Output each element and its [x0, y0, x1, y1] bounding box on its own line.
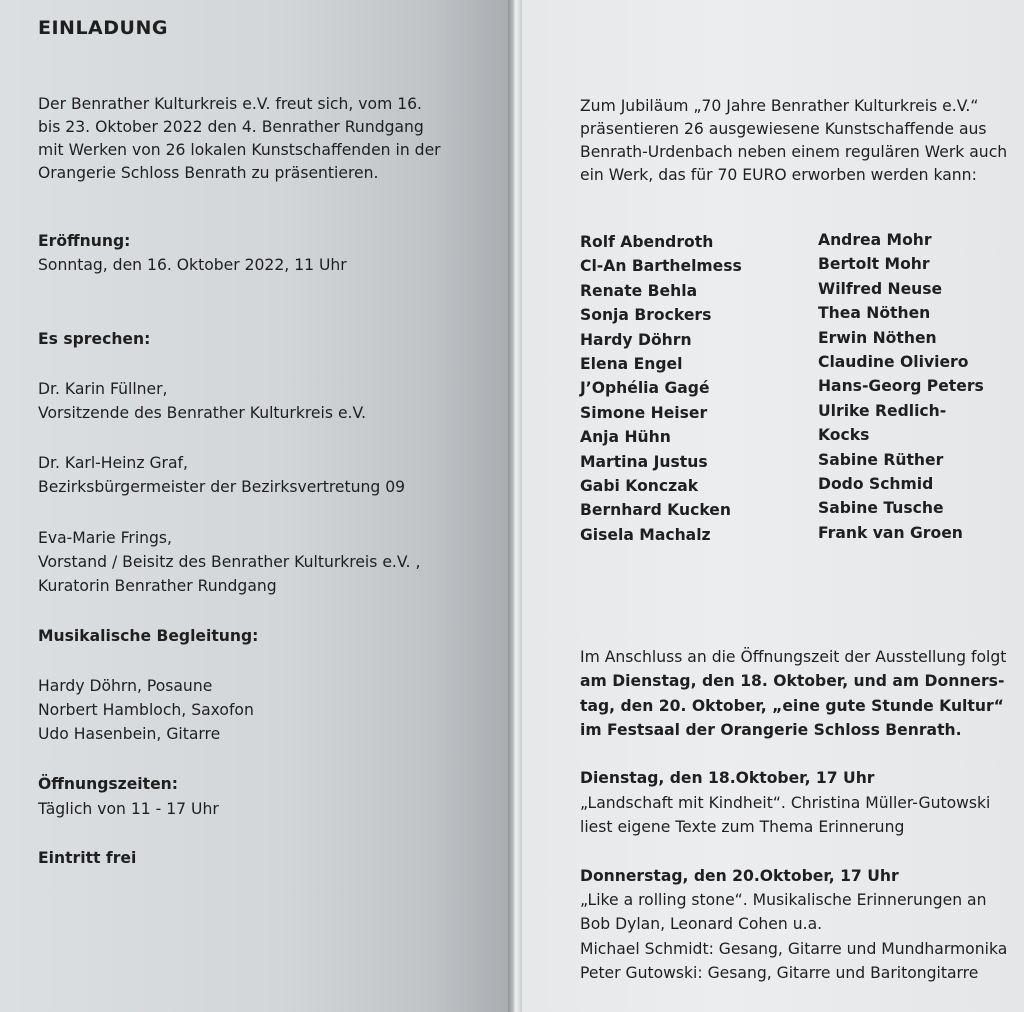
opening-heading: Eröffnung:	[38, 232, 131, 250]
speaker-role: Vorstand / Beisitz des Benrather Kulturkreis e.V. ,	[38, 553, 421, 571]
musician: Udo Hasenbein, Gitarre	[38, 725, 221, 743]
artist-name: Martina Justus	[580, 452, 708, 471]
event1-line: „Landschaft mit Kindheit“. Christina Müller-Gutowski	[580, 794, 991, 812]
event2-line: Michael Schmidt: Gesang, Gitarre und Mundharmonika	[580, 940, 1008, 958]
intro-line: bis 23. Oktober 2022 den 4. Benrather Rundgang	[38, 118, 424, 136]
page-title: EINLADUNG	[38, 17, 168, 39]
artist-name: Claudine Oliviero	[818, 353, 969, 372]
artist-name: Wilfred Neuse	[818, 279, 943, 298]
speaker-name: Dr. Karin Füllner,	[38, 380, 168, 398]
musician: Hardy Döhrn, Posaune	[38, 677, 213, 695]
musician: Norbert Hambloch, Saxofon	[38, 701, 254, 719]
followup-line: im Festsaal der Orangerie Schloss Benrath.	[580, 721, 962, 739]
intro-line: mit Werken von 26 lokalen Kunstschaffenden in der	[38, 141, 441, 159]
artist-name: Sabine Rüther	[818, 450, 944, 469]
speaker-role: Kuratorin Benrather Rundgang	[38, 577, 277, 595]
jubilee-line: präsentieren 26 ausgewiesene Kunstschaffende aus	[580, 120, 987, 138]
event2-line: Bob Dylan, Leonard Cohen u.a.	[580, 915, 823, 933]
artist-name: Cl-An Barthelmess	[580, 257, 742, 276]
intro-line: Orangerie Schloss Benrath zu präsentieren.	[38, 164, 379, 182]
speaker-name: Dr. Karl-Heinz Graf,	[38, 454, 188, 472]
artist-name: Andrea Mohr	[818, 231, 932, 249]
left-page	[0, 0, 508, 1012]
artist-name: Elena Engel	[580, 355, 683, 374]
music-heading: Musikalische Begleitung:	[38, 627, 259, 645]
artist-name: Erwin Nöthen	[818, 328, 937, 347]
artist-name: Kocks	[818, 426, 870, 445]
followup-line: Im Anschluss an die Öffnungszeit der Ausstellung folgt	[580, 648, 1007, 666]
event2-heading: Donnerstag, den 20.Oktober, 17 Uhr	[580, 867, 899, 885]
artists-column-2	[818, 228, 984, 545]
artist-name: Frank van Groen	[818, 523, 963, 542]
event1-line: liest eigene Texte zum Thema Erinnerung	[580, 818, 905, 836]
opening-date: Sonntag, den 16. Oktober 2022, 11 Uhr	[38, 256, 347, 274]
right-page	[522, 0, 1024, 1012]
booklet-spine	[508, 0, 522, 1012]
speaker-name: Eva-Marie Frings,	[38, 529, 173, 547]
artist-name: Sonja Brockers	[580, 306, 712, 325]
artist-name: Sabine Tusche	[818, 499, 944, 518]
jubilee-line: Benrath-Urdenbach neben einem regulären Werk auch	[580, 143, 1008, 161]
followup-line: tag, den 20. Oktober, „eine gute Stunde Kultur“	[580, 697, 1004, 715]
artist-name: Simone Heiser	[580, 403, 708, 422]
event1-heading: Dienstag, den 18.Oktober, 17 Uhr	[580, 769, 875, 787]
artists-column-1	[580, 230, 742, 547]
jubilee-line: Zum Jubiläum „70 Jahre Benrather Kulturkreis e.V.“	[580, 97, 979, 115]
artist-name: Hardy Döhrn	[580, 330, 692, 349]
artist-name: Bernhard Kucken	[580, 501, 731, 520]
artist-name: Dodo Schmid	[818, 475, 934, 494]
artist-name: J’Ophélia Gagé	[580, 379, 710, 398]
artist-name: Bertolt Mohr	[818, 255, 930, 274]
intro-line: Der Benrather Kulturkreis e.V. freut sich, vom 16.	[38, 95, 423, 113]
artist-name: Gisela Machalz	[580, 525, 711, 544]
speaker-role: Bezirksbürgermeister der Bezirksvertretung 09	[38, 478, 406, 496]
admission-text: Eintritt frei	[38, 849, 137, 867]
artist-name: Thea Nöthen	[818, 304, 931, 323]
event2-line: „Like a rolling stone“. Musikalische Erinnerungen an	[580, 891, 987, 909]
speakers-heading: Es sprechen:	[38, 330, 151, 348]
hours-heading: Öffnungszeiten:	[38, 775, 179, 793]
followup-line: am Dienstag, den 18. Oktober, und am Donners-	[580, 672, 1005, 690]
hours-text: Täglich von 11 - 17 Uhr	[38, 800, 219, 818]
artist-name: Renate Behla	[580, 281, 698, 300]
jubilee-line: ein Werk, das für 70 EURO erworben werden kann:	[580, 166, 977, 184]
artist-name: Ulrike Redlich-	[818, 401, 947, 420]
artist-name: Gabi Konczak	[580, 477, 699, 496]
artist-name: Rolf Abendroth	[580, 233, 714, 251]
artist-name: Anja Hühn	[580, 428, 671, 447]
event2-line: Peter Gutowski: Gesang, Gitarre und Baritongitarre	[580, 964, 979, 982]
speaker-role: Vorsitzende des Benrather Kulturkreis e.V.	[38, 404, 367, 422]
artist-name: Hans-Georg Peters	[818, 377, 984, 396]
